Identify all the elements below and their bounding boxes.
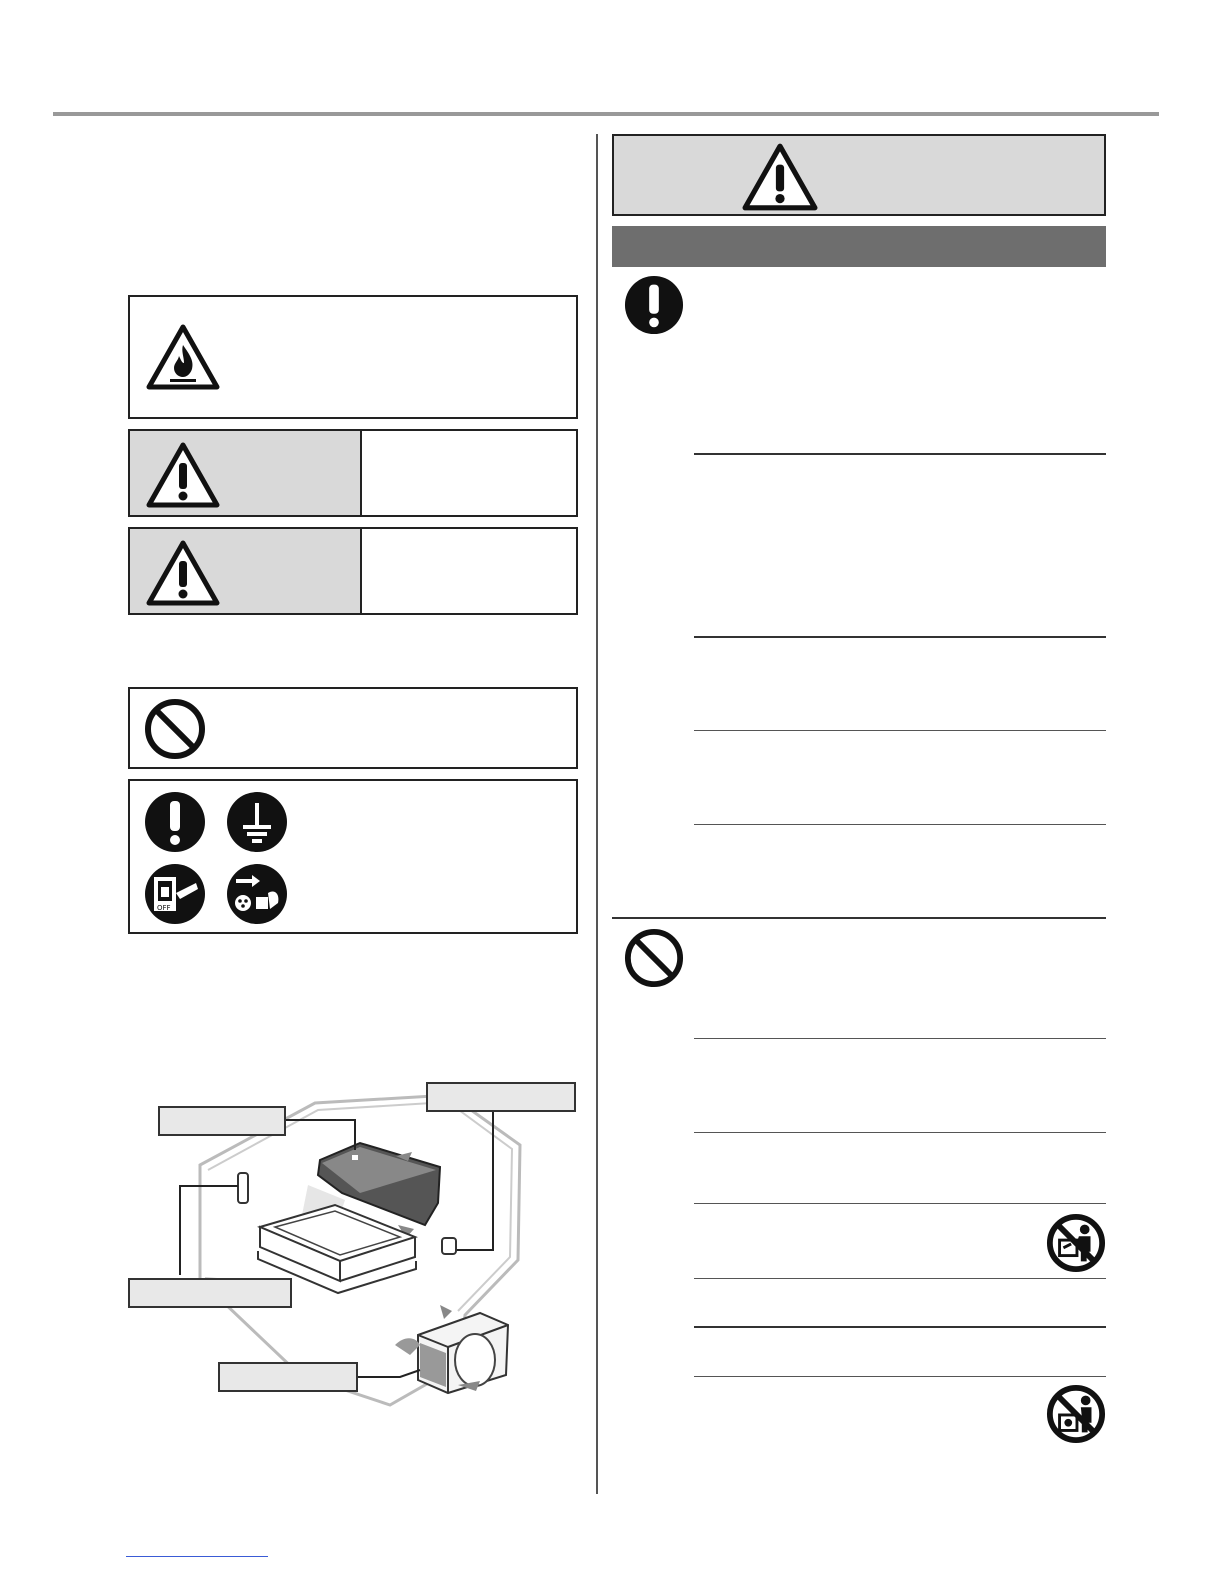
prohibited-notice-box xyxy=(128,687,578,769)
prohibited-icon xyxy=(144,698,206,760)
warning-header-box xyxy=(612,134,1106,216)
flammable-warning-icon xyxy=(146,323,220,391)
warning-notice-box xyxy=(128,429,578,517)
item-divider xyxy=(694,1326,1106,1328)
svg-text:OFF: OFF xyxy=(157,904,171,912)
column-divider xyxy=(596,134,598,1494)
prohibited-icon xyxy=(624,928,684,988)
item-divider xyxy=(694,1376,1106,1377)
caution-split-line xyxy=(360,529,362,613)
section-divider xyxy=(612,917,1106,919)
outdoor-unit-label xyxy=(218,1362,358,1392)
no-touch-unit-icon xyxy=(1046,1384,1106,1444)
indoor-unit-label xyxy=(158,1106,286,1136)
item-divider xyxy=(694,453,1106,455)
item-divider xyxy=(694,1278,1106,1279)
mandatory-icon xyxy=(144,791,206,853)
item-divider xyxy=(694,824,1106,825)
caution-notice-box xyxy=(128,527,578,615)
switch-off-icon xyxy=(144,863,206,925)
mandatory-notice-box xyxy=(128,779,578,934)
item-divider xyxy=(694,1038,1106,1039)
unplug-icon xyxy=(226,863,288,925)
device-label xyxy=(426,1082,576,1112)
footer-link[interactable] xyxy=(126,1556,268,1557)
warning-triangle-icon xyxy=(742,142,818,212)
caution-label-panel xyxy=(130,529,360,613)
mandatory-icon xyxy=(624,275,684,335)
no-touch-hand-icon xyxy=(1046,1213,1106,1273)
section-bar xyxy=(612,226,1106,267)
caution-triangle-icon xyxy=(146,539,220,607)
top-rule xyxy=(53,112,1159,116)
remote-control-label xyxy=(128,1278,292,1308)
warning-split-line xyxy=(360,431,362,515)
warning-triangle-icon xyxy=(146,441,220,509)
item-divider xyxy=(694,1132,1106,1133)
warning-label-panel xyxy=(130,431,360,515)
item-divider xyxy=(694,636,1106,638)
ground-icon xyxy=(226,791,288,853)
flammable-notice-box xyxy=(128,295,578,419)
item-divider xyxy=(694,1203,1106,1204)
item-divider xyxy=(694,730,1106,731)
